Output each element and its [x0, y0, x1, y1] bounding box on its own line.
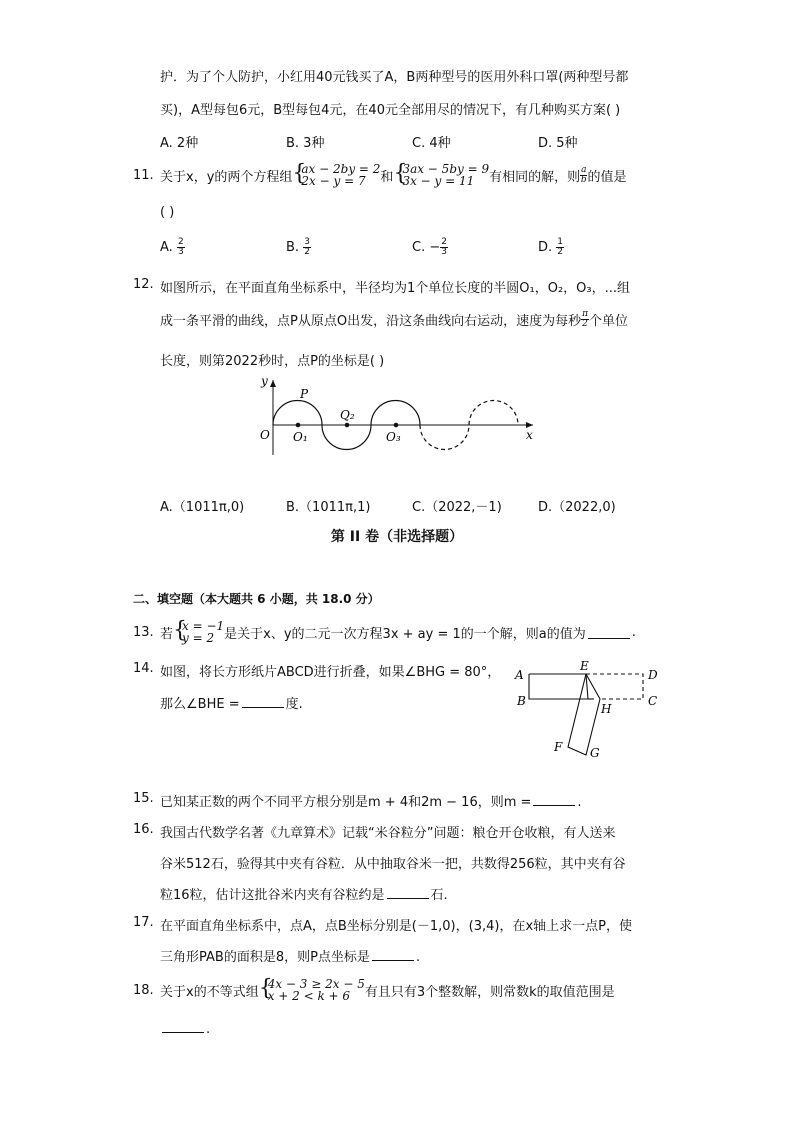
o3-label: O₃: [386, 430, 401, 444]
label-a: A: [515, 668, 524, 682]
q18-number: 18.: [133, 983, 154, 998]
q15-stem: 已知某正数的两个不同平方根分别是m + 4和2m − 16，则m = .: [160, 795, 582, 810]
label-b: B: [517, 694, 526, 708]
q12-line3: 长度，则第2022秒时，点P的坐标是( ): [160, 354, 385, 369]
o3-point: [394, 423, 399, 428]
q13-number: 13.: [133, 625, 154, 640]
label-d: D: [648, 668, 658, 682]
q13-stem: 若 { x = −1 y = 2 是关于x、y的二元一次方程3x + ay = 1的一个解，则a的值为 .: [160, 618, 636, 645]
origin-label: O: [260, 428, 270, 442]
q11-line2: ( ): [160, 205, 175, 220]
q14-line1: 如图，将长方形纸片ABCD进行折叠，如果∠BHG = 80°，: [160, 665, 501, 680]
q10-option-b: B. 3种: [286, 136, 325, 151]
q14-figure: [510, 655, 665, 765]
q14-number: 14.: [133, 661, 154, 676]
q10-line1: 护．为了个人防护，小红用40元钱买了A，B两种型号的医用外科口罩(两种型号都: [160, 70, 629, 85]
o1-point: [296, 423, 301, 428]
q18-answer-blank[interactable]: [162, 1020, 204, 1033]
q15-answer-blank[interactable]: [533, 793, 575, 806]
q17-number: 17.: [133, 915, 154, 930]
q10-line2: 买)，A型每包6元，B型每包4元，在40元全部用尽的情况下，有几种购买方案( ): [160, 103, 621, 118]
q16-answer-blank[interactable]: [387, 886, 429, 899]
q14-line2: 那么∠BHE = 度.: [160, 697, 303, 712]
brace-icon: {: [393, 161, 408, 186]
q12-option-a: A.（1011π,0): [160, 500, 245, 515]
q2-label: Q₂: [340, 408, 355, 422]
q10-option-c: C. 4种: [412, 136, 451, 151]
part2-title: 第 II 卷（非选择题）: [330, 529, 464, 545]
q11-option-c: C. − $\frac{2}{3}$: [412, 237, 447, 257]
y-label: y: [261, 374, 268, 388]
q16-line2: 谷米512石，验得其中夹有谷粒．从中抽取谷米一把，共数得256粒，其中夹有谷: [160, 857, 626, 872]
q10-option-d: D. 5种: [538, 136, 578, 151]
q12-option-b: B.（1011π,1): [286, 500, 371, 515]
q18-system: { 4x − 3 ≥ 2x − 5 x + 2 < k + 6: [258, 976, 365, 1003]
label-e: E: [580, 659, 589, 673]
brace-icon: {: [292, 161, 307, 186]
q11-prefix: 关于x，y的两个方程组: [160, 169, 293, 185]
label-c: C: [648, 694, 658, 708]
q11-middle: 和: [380, 169, 394, 185]
q11-option-a: A. $\frac{2}{3}$: [160, 237, 184, 257]
q12-figure: [255, 370, 545, 460]
x-label: x: [526, 428, 533, 442]
q12-line2: 成一条平滑的曲线，点P从原点O出发，沿这条曲线向右运动，速度为每秒 $\frac{\pi}{2}$ 个单位: [160, 308, 629, 329]
label-g: G: [590, 746, 600, 760]
q14-answer-blank[interactable]: [242, 695, 284, 708]
q13-system: { x = −1 y = 2: [173, 618, 225, 645]
q11-stem: [160, 160, 627, 190]
y-arrow-icon: [270, 380, 276, 387]
label-h: H: [601, 702, 612, 716]
q11-fraction: $\frac{a}{b}$: [580, 164, 587, 185]
q11-suffix2: 的值是: [587, 169, 627, 185]
q15-number: 15.: [133, 791, 154, 806]
q11-option-d: D. $\frac{1}{2}$: [538, 237, 564, 257]
q16-line3: 粒16粒，估计这批谷米内夹有谷粒约是 石.: [160, 888, 448, 903]
q18-stem: 关于x的不等式组 { 4x − 3 ≥ 2x − 5 x + 2 < k + 6 有且只有3个整数解，则常数k的取值范围是: [160, 976, 615, 1003]
section2-title: 二、填空题（本大题共 6 小题，共 18.0 分）: [133, 592, 380, 606]
q11-suffix1: 有相同的解，则: [489, 169, 581, 185]
folded-strip: [568, 674, 600, 755]
label-f: F: [554, 740, 563, 754]
brace-icon: {: [258, 976, 273, 1001]
q11-number: 11.: [133, 168, 154, 183]
q11-option-b: B. $\frac{3}{2}$: [286, 237, 310, 257]
q11-system-1: { ax − 2by = 2 2x − y = 7: [292, 161, 381, 188]
q18-line2: .: [160, 1020, 210, 1037]
q17-line1: 在平面直角坐标系中，点A，点B坐标分别是(－1,0)，(3,4)，在x轴上求一点P，使: [160, 919, 632, 934]
q10-option-a: A. 2种: [160, 136, 199, 151]
q12-line1: 如图所示，在平面直角坐标系中，半径均为1个单位长度的半圆O₁，O₂，O₃，...组: [160, 281, 630, 296]
p-label: P: [300, 387, 309, 401]
q16-line1: 我国古代数学名著《九章算术》记载“米谷粒分”问题：粮仓开仓收粮，有人送来: [160, 826, 616, 841]
brace-icon: {: [173, 618, 188, 643]
q12-option-c: C.（2022,－1): [412, 500, 502, 515]
q17-answer-blank[interactable]: [372, 948, 414, 961]
q13-answer-blank[interactable]: [588, 626, 630, 639]
q11-system-2: { 3ax − 5by = 9 3x − y = 11: [393, 161, 490, 188]
q17-line2: 三角形PAB的面积是8，则P点坐标是 .: [160, 950, 421, 965]
q12-number: 12.: [133, 277, 154, 292]
q2-point: [345, 423, 350, 428]
o1-label: O₁: [293, 430, 308, 444]
q12-option-d: D.（2022,0): [538, 500, 616, 515]
q16-number: 16.: [133, 822, 154, 837]
